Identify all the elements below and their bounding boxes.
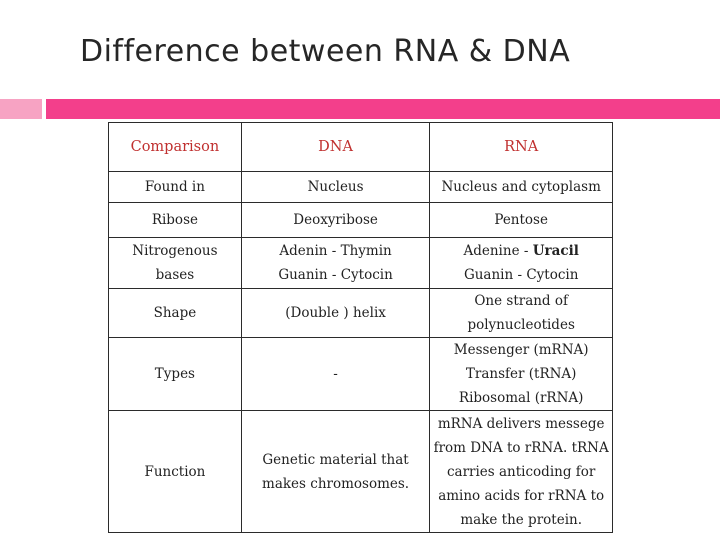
accent-bar bbox=[46, 99, 720, 119]
dna-line: Genetic material that bbox=[262, 451, 409, 468]
table-header-row bbox=[109, 123, 613, 172]
row-label: Types bbox=[109, 338, 242, 411]
rna-cell: Pentose bbox=[430, 203, 613, 238]
slide-title: Difference between RNA & DNA bbox=[80, 34, 571, 69]
table-row bbox=[109, 238, 613, 289]
dna-cell: (Double ) helix bbox=[241, 289, 430, 338]
dna-line: Adenin - Thymin bbox=[279, 243, 392, 259]
rna-line: mRNA delivers messege bbox=[437, 415, 605, 432]
table-row bbox=[109, 203, 613, 238]
table-row bbox=[109, 411, 613, 533]
dna-cell: Nucleus bbox=[241, 172, 430, 203]
header-comparison: Comparison bbox=[109, 123, 242, 172]
rna-line: One strand of bbox=[474, 293, 568, 309]
rna-cell bbox=[430, 289, 613, 338]
rna-cell bbox=[430, 411, 613, 533]
table-row bbox=[109, 289, 613, 338]
accent-bar-left bbox=[0, 99, 42, 119]
dna-line: Guanin - Cytocin bbox=[278, 267, 393, 283]
dna-cell bbox=[241, 238, 430, 289]
table-row bbox=[109, 172, 613, 203]
header-rna: RNA bbox=[430, 123, 613, 172]
table-row bbox=[109, 338, 613, 411]
rna-line bbox=[433, 239, 609, 263]
dna-line: makes chromosomes. bbox=[262, 475, 410, 492]
rna-cell bbox=[430, 238, 613, 289]
row-label: Ribose bbox=[109, 203, 242, 238]
rna-line: make the protein. bbox=[460, 511, 582, 528]
rna-line-prefix: Adenine - bbox=[463, 243, 533, 259]
rna-line: Messenger (mRNA) bbox=[453, 342, 589, 358]
rna-line: amino acids for rRNA to bbox=[438, 487, 605, 504]
dna-cell bbox=[241, 411, 430, 533]
row-label: Nitrogenous bases bbox=[109, 238, 242, 289]
rna-line: polynucleotides bbox=[467, 317, 575, 333]
row-label: Shape bbox=[109, 289, 242, 338]
header-dna: DNA bbox=[241, 123, 430, 172]
dna-cell: - bbox=[241, 338, 430, 411]
rna-line: Ribosomal (rRNA) bbox=[458, 390, 584, 406]
rna-line: Guanin - Cytocin bbox=[463, 267, 579, 283]
row-label: Found in bbox=[109, 172, 242, 203]
rna-line-bold: Uracil bbox=[532, 243, 579, 259]
rna-line: from DNA to rRNA. tRNA bbox=[433, 439, 609, 456]
comparison-table bbox=[108, 122, 613, 533]
rna-line: Transfer (tRNA) bbox=[465, 366, 577, 382]
row-label: Function bbox=[109, 411, 242, 533]
dna-cell: Deoxyribose bbox=[241, 203, 430, 238]
rna-line: carries anticoding for bbox=[446, 463, 596, 480]
rna-cell: Nucleus and cytoplasm bbox=[430, 172, 613, 203]
rna-cell bbox=[430, 338, 613, 411]
